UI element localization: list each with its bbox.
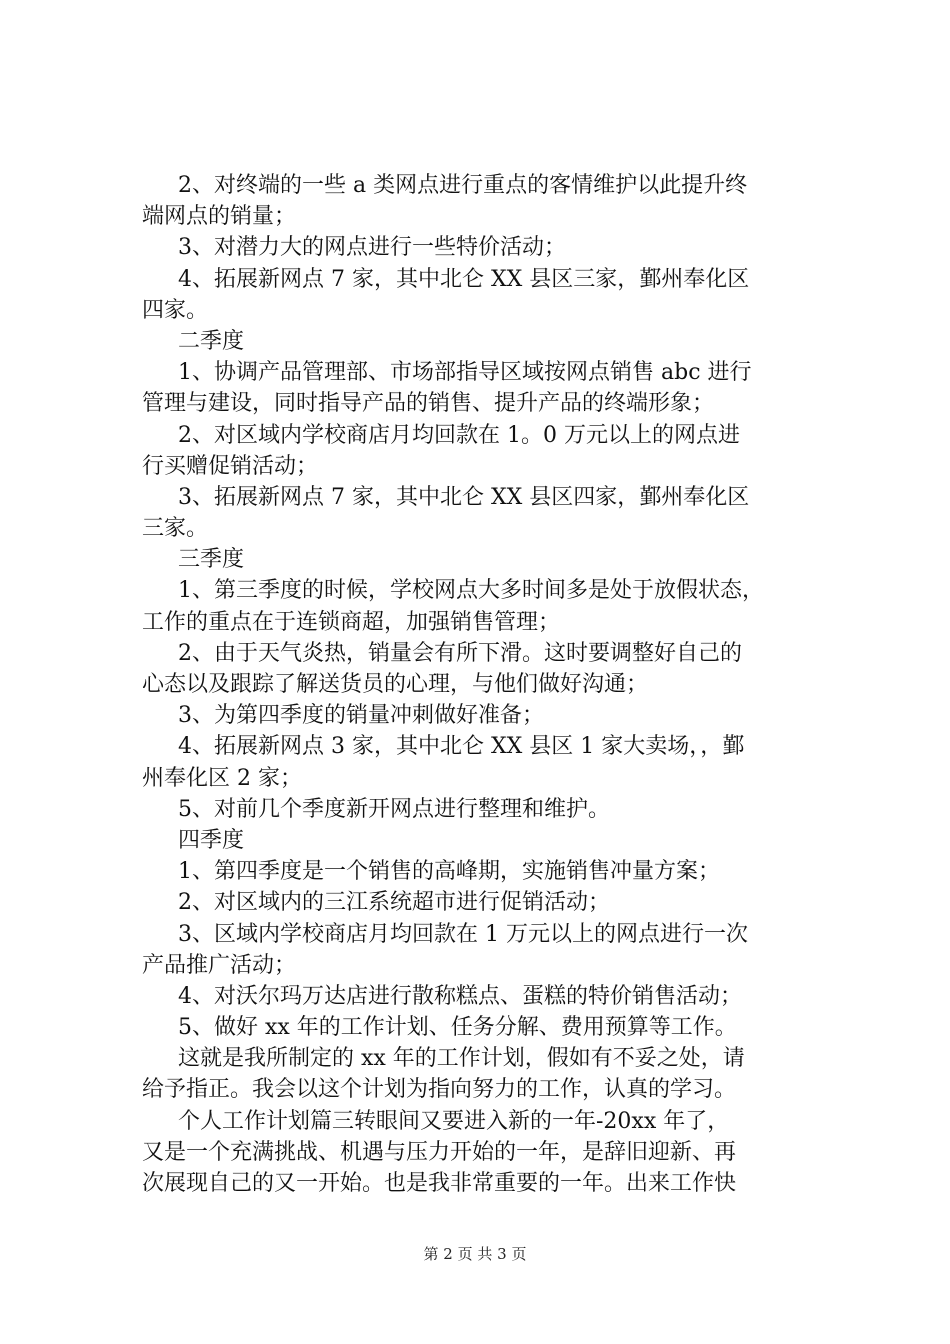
text-line: 5、对前几个季度新开网点进行整理和维护。 <box>178 796 610 822</box>
text-line: 个人工作计划篇三转眼间又要进入新的一年-20xx 年了， <box>178 1108 730 1134</box>
text-line: 三季度 <box>178 547 245 573</box>
text-line: 4、拓展新网点 3 家，其中北仑 XX 县区 1 家大卖场，，鄞 <box>178 734 745 760</box>
text-line: 2、对区域内的三江系统超市进行促销活动； <box>178 890 610 916</box>
text-line: 次展现自己的又一开始。也是我非常重要的一年。出来工作快 <box>142 1171 737 1196</box>
text-line: 工作的重点在于连锁商超，加强销售管理； <box>142 609 561 635</box>
text-line: 4、对沃尔玛万达店进行散称糕点、蛋糕的特价销售活动； <box>178 983 742 1009</box>
text-line: 州奉化区 2 家； <box>142 765 302 791</box>
text-line: 2、由于天气炎热，销量会有所下滑。这时要调整好自己的 <box>178 640 742 666</box>
text-line: 给予指正。我会以这个计划为指向努力的工作，认真的学习。 <box>142 1077 737 1103</box>
text-line: 四季度 <box>178 827 245 853</box>
text-line: 2、对终端的一些 a 类网点进行重点的客情维护以此提升终 <box>178 173 748 198</box>
document-body <box>142 170 832 1199</box>
text-line: 四家。 <box>142 297 209 323</box>
text-line: 三家。 <box>142 516 209 542</box>
text-line: 心态以及跟踪了解送货员的心理，与他们做好沟通； <box>142 672 649 697</box>
text-line: 1、第四季度是一个销售的高峰期，实施销售冲量方案； <box>178 859 720 885</box>
text-line: 3、为第四季度的销量冲刺做好准备； <box>178 703 544 729</box>
text-line: 4、拓展新网点 7 家，其中北仑 XX 县区三家，鄞州奉化区 <box>178 266 750 292</box>
text-line: 1、第三季度的时候，学校网点大多时间多是处于放假状态， <box>178 578 764 604</box>
text-line: 1、协调产品管理部、市场部指导区域按网点销售 abc 进行 <box>178 360 752 386</box>
text-line: 3、区域内学校商店月均回款在 1 万元以上的网点进行一次 <box>178 921 748 947</box>
text-line: 二季度 <box>178 328 245 354</box>
text-line: 管理与建设，同时指导产品的销售、提升产品的终端形象； <box>142 391 715 417</box>
text-line: 3、对潜力大的网点进行一些特价活动； <box>178 235 566 261</box>
text-line: 产品推广活动； <box>142 952 297 978</box>
text-line: 5、做好 xx 年的工作计划、任务分解、费用预算等工作。 <box>178 1015 737 1041</box>
text-line: 2、对区域内学校商店月均回款在 1。0 万元以上的网点进 <box>178 422 740 448</box>
text-line: 这就是我所制定的 xx 年的工作计划，假如有不妥之处，请 <box>178 1046 745 1072</box>
text-line: 端网点的销量； <box>142 204 297 230</box>
text-line: 3、拓展新网点 7 家，其中北仑 XX 县区四家，鄞州奉化区 <box>178 484 750 510</box>
text-line: 行买赠促销活动； <box>142 453 319 479</box>
text-line: 又是一个充满挑战、机遇与压力开始的一年，是辞旧迎新、再 <box>142 1139 737 1165</box>
page-footer: 第 2 页 共 3 页 <box>423 1245 527 1263</box>
